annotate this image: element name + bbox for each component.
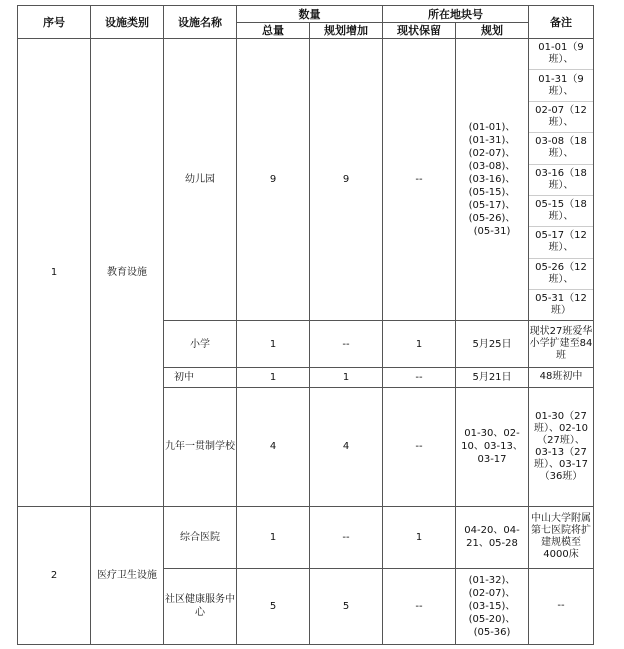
existing-cell: -- [383, 39, 456, 321]
header-existing: 现状保留 [383, 23, 456, 39]
planned-add-cell: -- [310, 321, 383, 367]
header-seq: 序号 [18, 6, 91, 39]
header-planned: 规划 [456, 23, 529, 39]
planned-cell: (01-01)、 (01-31)、 (02-07)、 (03-08)、 (03-16)、 (05-15)、 (05-17)、 (05-26)、 (05-31) [456, 39, 529, 321]
table-row [18, 506, 594, 568]
group-category: 医疗卫生设施 [91, 506, 164, 644]
total-cell: 1 [237, 367, 310, 387]
remark-item: 05-26（12班）、 [529, 259, 593, 290]
remarks-cell [529, 39, 594, 321]
remarks-cell: 中山大学附属第七医院将扩建规模至4000床 [529, 506, 594, 568]
group-category: 教育设施 [91, 39, 164, 507]
group-seq: 1 [18, 39, 91, 507]
planned-cell: 01-30、02-10、03-13、03-17 [456, 387, 529, 506]
group-seq: 2 [18, 506, 91, 644]
planned-cell: 5月25日 [456, 321, 529, 367]
total-cell: 4 [237, 387, 310, 506]
existing-cell: -- [383, 367, 456, 387]
header-category: 设施类别 [91, 6, 164, 39]
total-cell: 9 [237, 39, 310, 321]
total-cell: 1 [237, 321, 310, 367]
facility-name: 小学 [164, 321, 237, 367]
planned-add-cell: 9 [310, 39, 383, 321]
header-quantity: 数量 [237, 6, 383, 23]
planned-add-cell: 4 [310, 387, 383, 506]
header-total: 总量 [237, 23, 310, 39]
remark-item: 02-07（12班）、 [529, 102, 593, 133]
facility-name: 九年一贯制学校 [164, 387, 237, 506]
remark-item: 01-31（9班）、 [529, 70, 593, 101]
existing-cell: 1 [383, 506, 456, 568]
planned-add-cell: 5 [310, 568, 383, 644]
table-row [18, 39, 594, 321]
remark-item: 05-15（18班）、 [529, 196, 593, 227]
remarks-cell: 01-30（27班）、02-10（27班）、03-13（27班）、03-17（36班） [529, 387, 594, 506]
facility-name: 幼儿园 [164, 39, 237, 321]
facility-name: 社区健康服务中心 [164, 568, 237, 644]
planned-cell: 5月21日 [456, 367, 529, 387]
remark-item: 03-08（18班）、 [529, 133, 593, 164]
facility-name: 综合医院 [164, 506, 237, 568]
remark-item: 01-01（9班）、 [529, 39, 593, 70]
remarks-cell: -- [529, 568, 594, 644]
header-remarks: 备注 [529, 6, 594, 39]
remark-item: 05-31（12班） [535, 293, 587, 317]
existing-cell: -- [383, 568, 456, 644]
header-planned-add: 规划增加 [310, 23, 383, 39]
facilities-table [17, 5, 594, 645]
remark-item: 05-17（12班）、 [529, 227, 593, 258]
existing-cell: 1 [383, 321, 456, 367]
planned-cell: (01-32)、 (02-07)、 (03-15)、 (05-20)、 (05-36) [456, 568, 529, 644]
remark-item: 03-16（18班）、 [529, 165, 593, 196]
planned-add-cell: 1 [310, 367, 383, 387]
planned-cell: 04-20、04-21、05-28 [456, 506, 529, 568]
facility-name: 初中 [164, 367, 237, 387]
planned-add-cell: -- [310, 506, 383, 568]
remarks-cell: 48班初中 [529, 367, 594, 387]
total-cell: 5 [237, 568, 310, 644]
existing-cell: -- [383, 387, 456, 506]
remarks-cell: 现状27班爱华小学扩建至84班 [529, 321, 594, 367]
remarks-list [529, 39, 593, 320]
header-location: 所在地块号 [383, 6, 529, 23]
total-cell: 1 [237, 506, 310, 568]
header-name: 设施名称 [164, 6, 237, 39]
